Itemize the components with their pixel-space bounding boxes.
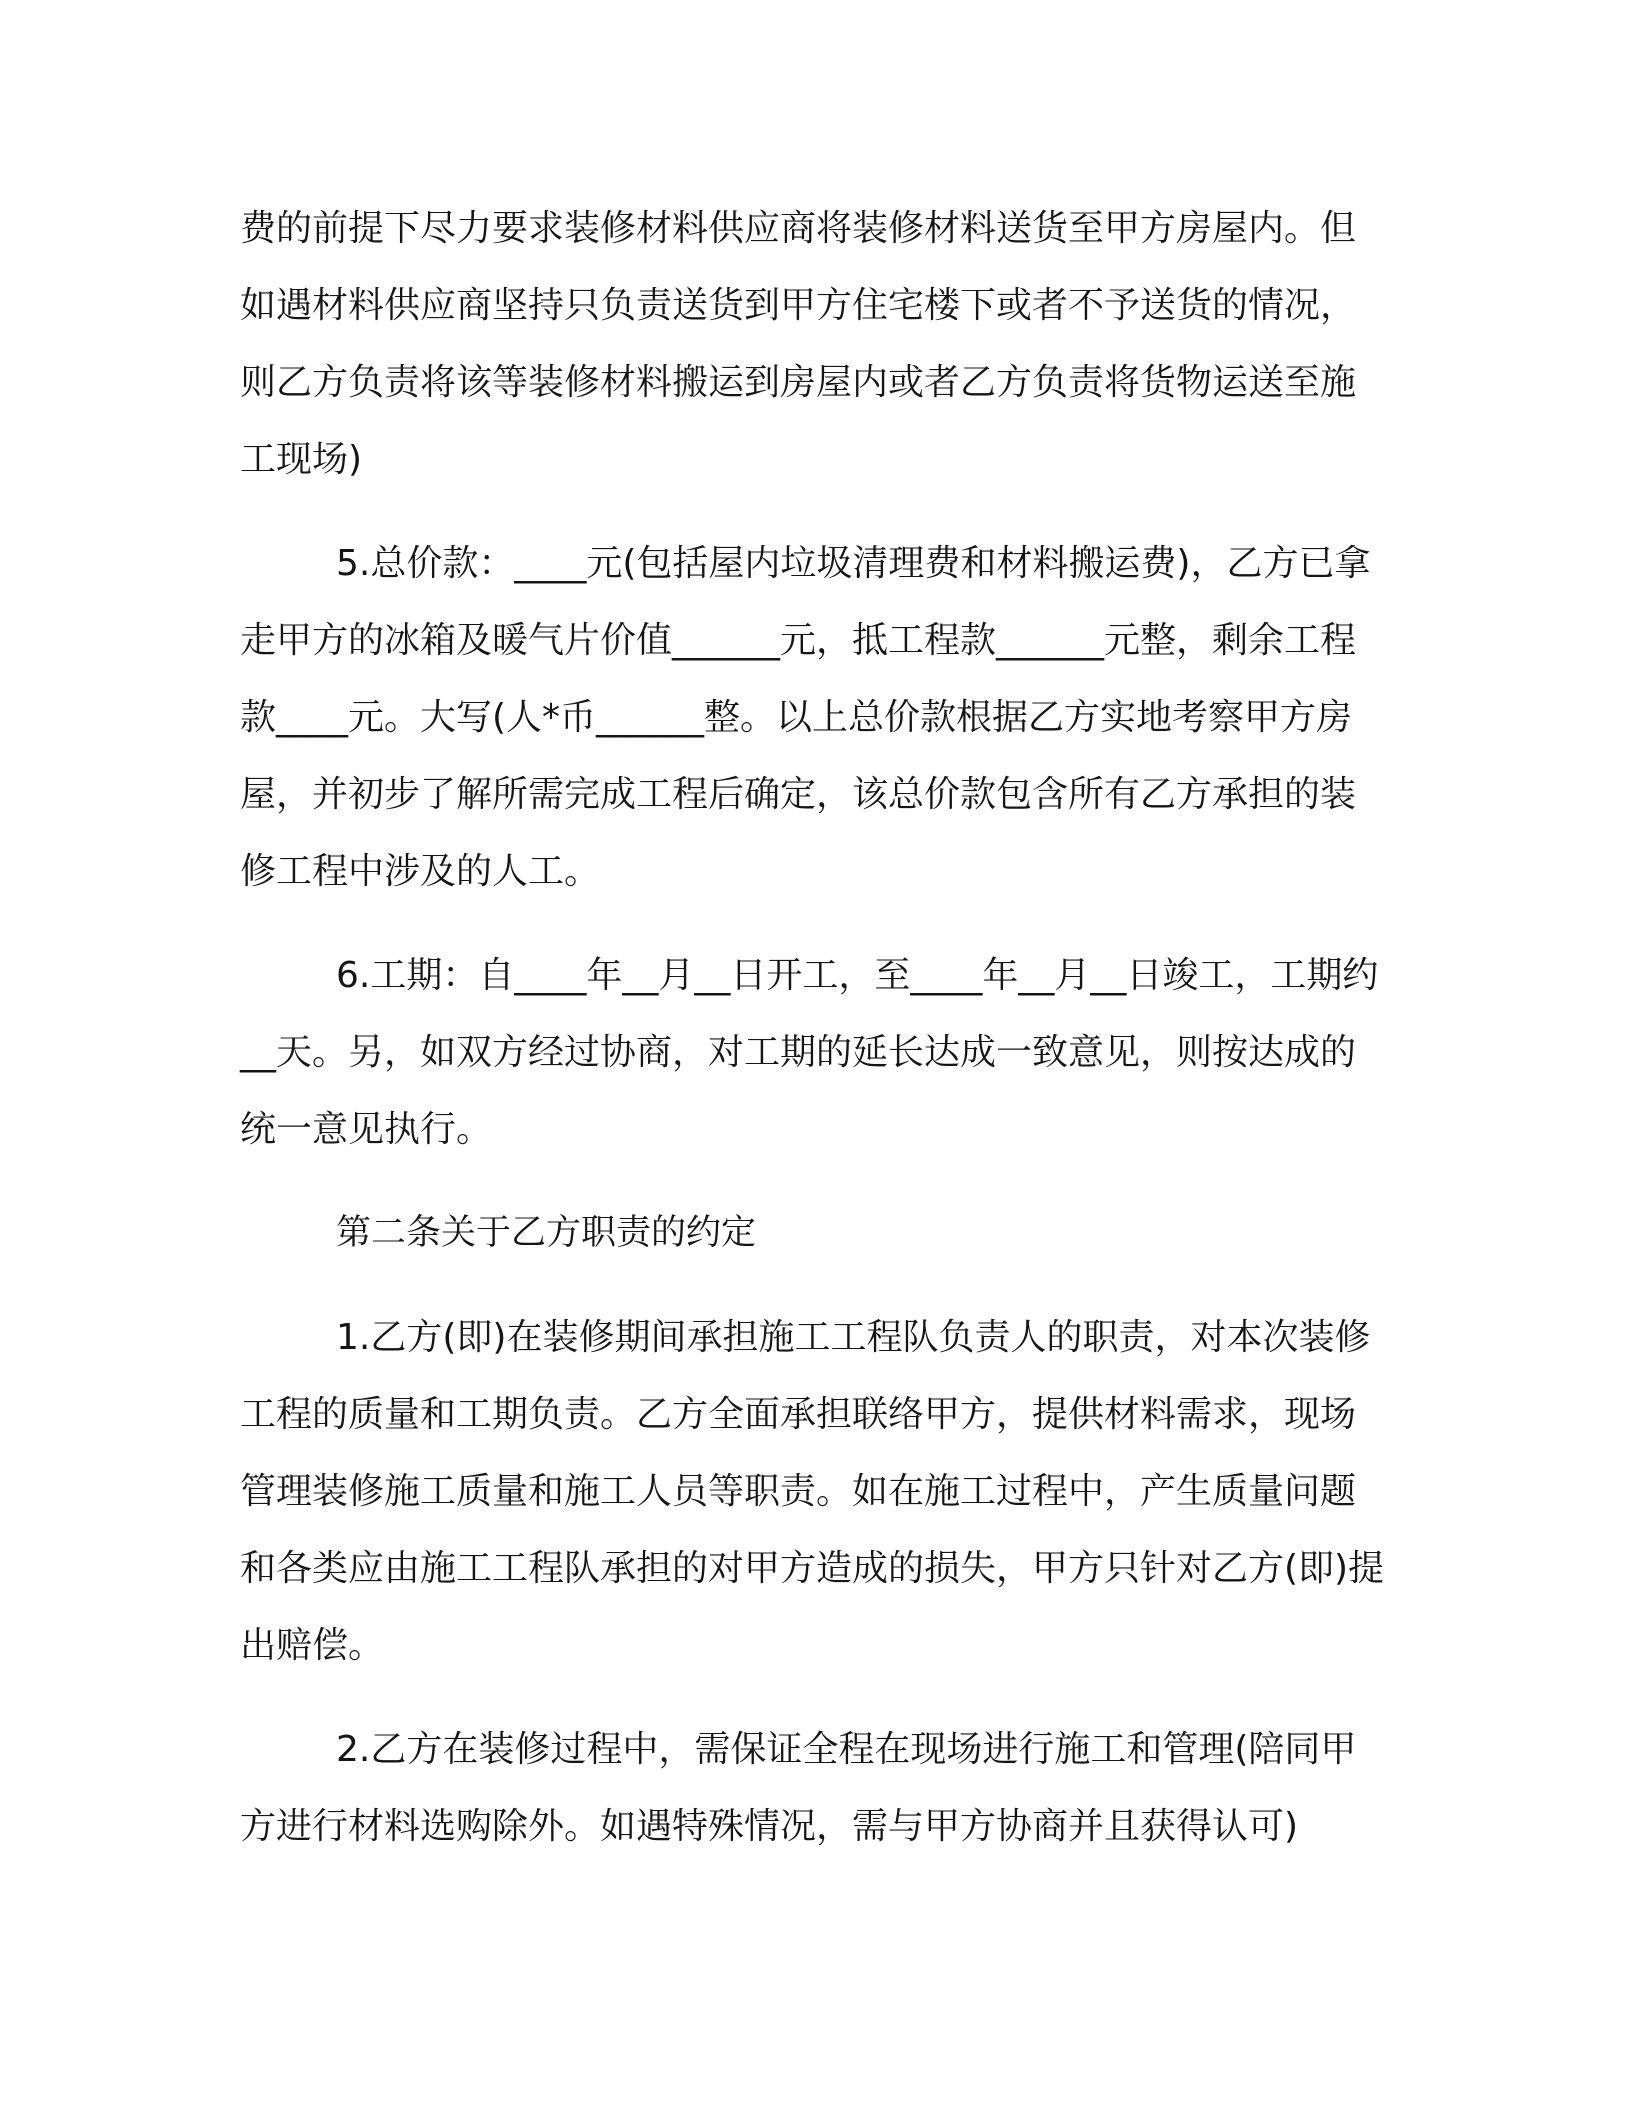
paragraph-party-b-responsibility: 1.乙方(即)在装修期间承担施工工程队负责人的职责，对本次装修工程的质量和工期负责。乙方全面承担联络甲方，提供材料需求，现场管理装修施工质量和施工人员等职责。如在施工过程中，产生质量问题和各类应由施工工程队承担的对甲方造成的损失，甲方只针对乙方(即)提出赔偿。 (240, 1317, 1385, 1666)
paragraph-onsite-management: 2.乙方在装修过程中，需保证全程在现场进行施工和管理(陪同甲方进行材料选购除外。如遇特殊情况，需与甲方协商并且获得认可) (240, 1729, 1357, 1847)
paragraph-construction-period: 6.工期：自____年__月__日开工，至____年__月__日竣工，工期约__天。另，如双方经过协商，对工期的延长达成一致意见，则按达成的统一意见执行。 (240, 955, 1379, 1150)
paragraph-total-price: 5.总价款：____元(包括屋内垃圾清理费和材料搬运费)，乙方已拿走甲方的冰箱及暖气片价值______元，抵工程款______元整，剩余工程款____元。大写(人*币______整。以上总价款根据乙方实地考察甲方房屋，并初步了解所需完成工程后确定，该总价款包含所有乙方承担的装修工程中涉及的人工。 (240, 543, 1371, 892)
document-body (240, 190, 1390, 1892)
paragraph-material-delivery: 费的前提下尽力要求装修材料供应商将装修材料送货至甲方房屋内。但如遇材料供应商坚持只负责送货到甲方住宅楼下或者不予送货的情况，则乙方负责将该等装修材料搬运到房屋内或者乙方负责将货物运送至施工现场) (240, 208, 1357, 480)
section-heading-article-two: 第二条关于乙方职责的约定 (336, 1213, 757, 1253)
